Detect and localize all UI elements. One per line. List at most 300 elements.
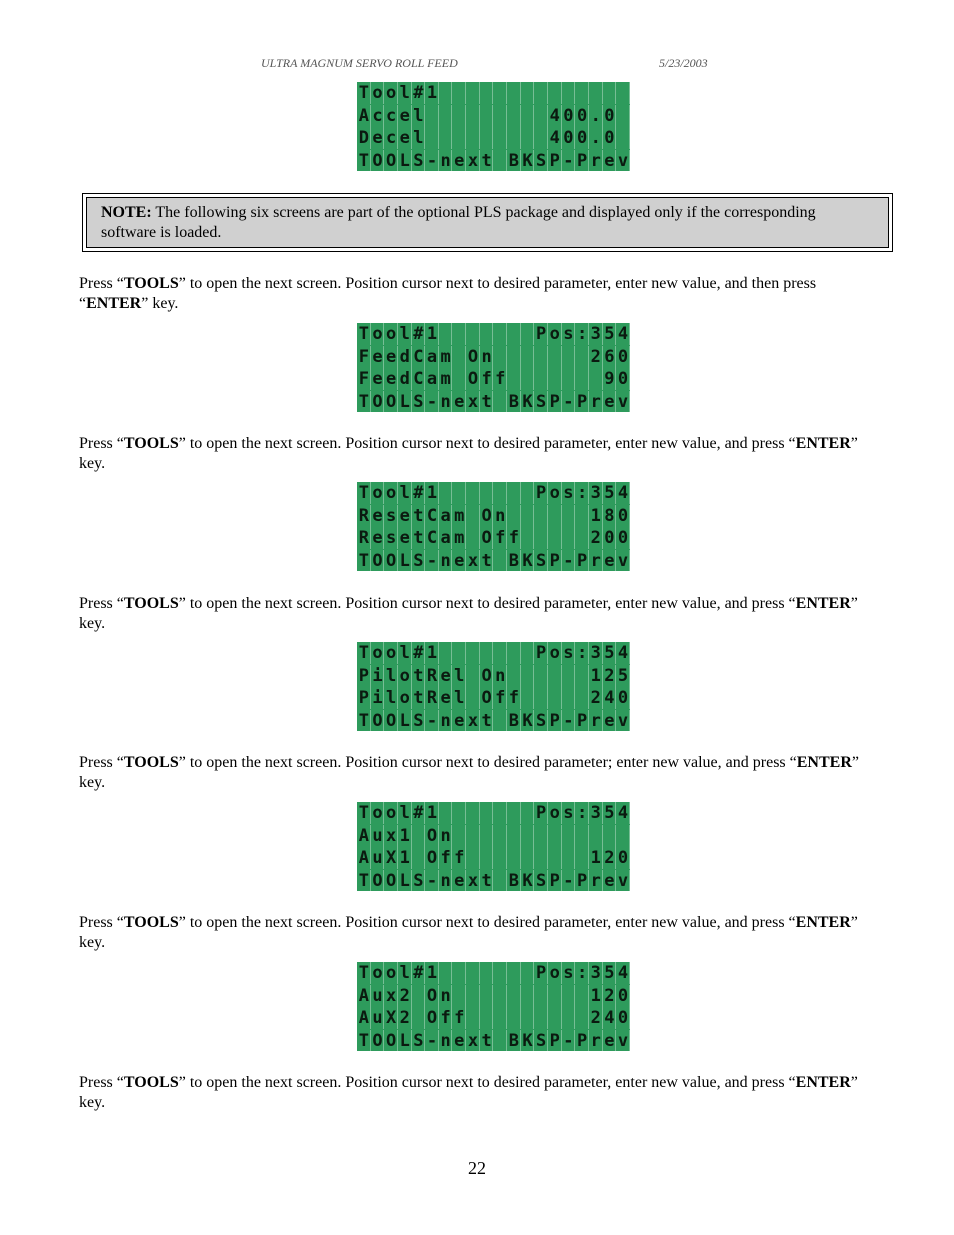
lcd-char bbox=[562, 505, 576, 527]
lcd-char: o bbox=[549, 803, 560, 823]
lcd-char bbox=[439, 82, 453, 104]
lcd-char bbox=[466, 105, 480, 127]
lcd-char: v bbox=[617, 150, 629, 171]
lcd-line bbox=[357, 687, 630, 709]
lcd-screen-aux1 bbox=[357, 802, 630, 891]
lcd-char bbox=[493, 962, 507, 984]
lcd-char bbox=[493, 127, 507, 149]
lcd-char: 2 bbox=[399, 1008, 410, 1028]
lcd-char bbox=[575, 847, 589, 869]
lcd-char bbox=[466, 527, 480, 549]
lcd-char: # bbox=[413, 803, 424, 823]
lcd-char bbox=[562, 527, 576, 549]
lcd-char: o bbox=[372, 643, 383, 663]
lcd-char: T bbox=[358, 870, 369, 891]
lcd-char: : bbox=[576, 324, 588, 344]
lcd-char: P bbox=[536, 324, 547, 344]
lcd-char: # bbox=[413, 483, 424, 503]
instruction-paragraph: Press “TOOLS” to open the next screen. Position cursor next to desired parameter, enter new value, and press “ENTER” key. bbox=[79, 1074, 858, 1111]
lcd-char: T bbox=[358, 1030, 369, 1051]
lcd-char bbox=[493, 482, 507, 504]
lcd-char: P bbox=[549, 550, 560, 571]
lcd-char: - bbox=[426, 550, 438, 571]
lcd-char: X bbox=[385, 1008, 397, 1028]
lcd-char: o bbox=[385, 83, 397, 103]
lcd-char bbox=[466, 127, 480, 149]
lcd-char bbox=[466, 323, 480, 345]
lcd-char bbox=[466, 482, 480, 504]
lcd-char: i bbox=[372, 665, 383, 686]
lcd-char: u bbox=[372, 848, 383, 868]
lcd-char bbox=[521, 962, 535, 984]
lcd-char: l bbox=[399, 83, 410, 103]
lcd-char: o bbox=[372, 83, 383, 103]
lcd-char: d bbox=[399, 369, 410, 389]
lcd-char: T bbox=[358, 483, 369, 503]
lcd-char bbox=[562, 687, 576, 709]
lcd-char bbox=[493, 150, 507, 172]
lcd-char: K bbox=[522, 870, 533, 891]
lcd-line bbox=[357, 665, 630, 687]
lcd-char: c bbox=[385, 105, 397, 126]
lcd-char: 2 bbox=[590, 528, 601, 548]
lcd-char: e bbox=[604, 391, 615, 412]
lcd-char bbox=[452, 105, 466, 127]
lcd-line bbox=[357, 505, 630, 527]
lcd-char bbox=[521, 985, 535, 1007]
note-text: The following six screens are part of the optional PLS package and displayed only if the corresponding software is loaded. bbox=[101, 204, 816, 241]
lcd-char: - bbox=[426, 870, 438, 891]
lcd-char bbox=[562, 847, 576, 869]
lcd-char bbox=[480, 985, 494, 1007]
lcd-char: l bbox=[454, 665, 465, 686]
lcd-char bbox=[412, 1007, 426, 1029]
lcd-char: : bbox=[576, 803, 588, 823]
lcd-char: a bbox=[440, 505, 451, 526]
lcd-char: u bbox=[372, 985, 383, 1006]
lcd-char: n bbox=[440, 1030, 451, 1051]
lcd-char bbox=[493, 802, 507, 824]
lcd-char: P bbox=[576, 1030, 588, 1051]
lcd-char bbox=[616, 825, 630, 847]
lcd-char: r bbox=[590, 710, 601, 731]
lcd-char: e bbox=[454, 391, 465, 412]
lcd-char: P bbox=[576, 391, 588, 412]
lcd-char bbox=[507, 346, 521, 368]
lcd-char: 0 bbox=[604, 528, 615, 548]
lcd-char: e bbox=[454, 870, 465, 891]
lcd-char bbox=[534, 1007, 548, 1029]
lcd-char bbox=[575, 1007, 589, 1029]
lcd-char: t bbox=[481, 150, 492, 171]
lcd-char: e bbox=[440, 688, 451, 708]
lcd-char: x bbox=[385, 985, 397, 1006]
lcd-char: P bbox=[576, 870, 588, 891]
lcd-char: f bbox=[454, 1008, 465, 1028]
lcd-char bbox=[466, 642, 480, 664]
lcd-char bbox=[507, 127, 521, 149]
lcd-char: t bbox=[413, 665, 424, 686]
lcd-char bbox=[575, 368, 589, 390]
lcd-char: S bbox=[413, 391, 424, 412]
lcd-char: S bbox=[413, 870, 424, 891]
lcd-char: R bbox=[358, 528, 369, 548]
lcd-char: n bbox=[481, 346, 492, 367]
lcd-char: l bbox=[454, 688, 465, 708]
lcd-char bbox=[548, 985, 562, 1007]
lcd-char: o bbox=[372, 483, 383, 503]
lcd-char: 4 bbox=[617, 803, 629, 823]
lcd-char: - bbox=[563, 870, 574, 891]
lcd-char bbox=[534, 105, 548, 127]
lcd-char bbox=[439, 323, 453, 345]
lcd-line bbox=[357, 346, 630, 368]
lcd-char: n bbox=[440, 710, 451, 731]
lcd-char bbox=[425, 105, 439, 127]
lcd-char: C bbox=[426, 528, 438, 548]
lcd-char: F bbox=[358, 346, 369, 367]
lcd-char: P bbox=[576, 550, 588, 571]
lcd-char bbox=[480, 802, 494, 824]
lcd-char: 0 bbox=[617, 346, 629, 367]
lcd-char: o bbox=[399, 665, 410, 686]
lcd-char: r bbox=[590, 391, 601, 412]
lcd-char: O bbox=[481, 505, 492, 526]
lcd-char: O bbox=[385, 1030, 397, 1051]
lcd-char bbox=[616, 127, 630, 149]
lcd-char bbox=[480, 962, 494, 984]
lcd-char: 4 bbox=[617, 324, 629, 344]
lcd-char: e bbox=[454, 710, 465, 731]
instruction-paragraph: Press “TOOLS” to open the next screen. Position cursor next to desired parameter, enter new value, and press “ENTER” key. bbox=[79, 595, 858, 632]
lcd-char bbox=[507, 368, 521, 390]
lcd-char: l bbox=[413, 105, 424, 126]
lcd-char: e bbox=[604, 1030, 615, 1051]
lcd-char bbox=[439, 962, 453, 984]
lcd-char bbox=[507, 962, 521, 984]
lcd-char: e bbox=[372, 346, 383, 367]
lcd-char bbox=[521, 127, 535, 149]
lcd-char: 1 bbox=[426, 803, 438, 823]
lcd-char: 0 bbox=[617, 848, 629, 868]
lcd-char bbox=[548, 665, 562, 687]
lcd-char: s bbox=[563, 963, 574, 983]
lcd-char bbox=[425, 127, 439, 149]
lcd-char: : bbox=[576, 643, 588, 663]
lcd-char: O bbox=[481, 528, 492, 548]
lcd-char bbox=[507, 985, 521, 1007]
lcd-char bbox=[507, 825, 521, 847]
lcd-char: B bbox=[508, 870, 519, 891]
lcd-char: r bbox=[590, 150, 601, 171]
lcd-char: B bbox=[508, 150, 519, 171]
instruction-paragraph: Press “TOOLS” to open the next screen. Position cursor next to desired parameter, enter new value, and then press “ENTER” key. bbox=[79, 275, 817, 312]
lcd-line bbox=[357, 642, 630, 664]
lcd-char: f bbox=[495, 369, 506, 389]
lcd-char bbox=[562, 346, 576, 368]
lcd-char bbox=[575, 687, 589, 709]
lcd-char: n bbox=[440, 550, 451, 571]
lcd-char bbox=[480, 482, 494, 504]
instruction-paragraph: Press “TOOLS” to open the next screen. Position cursor next to desired parameter, enter new value, and press “ENTER” key. bbox=[79, 435, 858, 472]
lcd-char: o bbox=[372, 324, 383, 344]
lcd-char: T bbox=[358, 803, 369, 823]
lcd-char: - bbox=[563, 550, 574, 571]
lcd-char: 3 bbox=[590, 803, 601, 823]
lcd-char bbox=[521, 368, 535, 390]
lcd-char: v bbox=[617, 870, 629, 891]
lcd-char bbox=[575, 82, 589, 104]
lcd-char: S bbox=[536, 391, 547, 412]
lcd-char: T bbox=[358, 710, 369, 731]
lcd-char bbox=[452, 985, 466, 1007]
lcd-char: P bbox=[576, 710, 588, 731]
lcd-char bbox=[507, 665, 521, 687]
lcd-char: v bbox=[617, 1030, 629, 1051]
lcd-char: 4 bbox=[604, 1008, 615, 1028]
lcd-char: R bbox=[358, 505, 369, 526]
lcd-line bbox=[357, 368, 630, 390]
lcd-char bbox=[603, 82, 617, 104]
lcd-char bbox=[493, 346, 507, 368]
lcd-char: 4 bbox=[617, 483, 629, 503]
lcd-char bbox=[493, 1007, 507, 1029]
lcd-char: x bbox=[467, 870, 479, 891]
lcd-char bbox=[507, 847, 521, 869]
lcd-char: x bbox=[467, 710, 479, 731]
lcd-char: s bbox=[385, 505, 397, 526]
lcd-char: P bbox=[576, 150, 588, 171]
lcd-char: m bbox=[440, 369, 451, 389]
lcd-char: 1 bbox=[590, 505, 601, 526]
lcd-char: o bbox=[399, 688, 410, 708]
lcd-char: O bbox=[481, 688, 492, 708]
lcd-char: t bbox=[413, 505, 424, 526]
lcd-char: S bbox=[536, 870, 547, 891]
lcd-char: e bbox=[454, 550, 465, 571]
header-date: 5/23/2003 bbox=[659, 56, 708, 70]
lcd-char: e bbox=[454, 150, 465, 171]
lcd-char: o bbox=[549, 963, 560, 983]
lcd-char bbox=[493, 1030, 507, 1052]
lcd-char: 2 bbox=[604, 848, 615, 868]
lcd-char: s bbox=[563, 803, 574, 823]
lcd-char bbox=[521, 527, 535, 549]
lcd-char: 0 bbox=[617, 505, 629, 526]
lcd-char bbox=[493, 323, 507, 345]
lcd-char: O bbox=[426, 848, 438, 868]
lcd-char: T bbox=[358, 963, 369, 983]
lcd-char: 0 bbox=[617, 688, 629, 708]
lcd-char: x bbox=[467, 550, 479, 571]
lcd-char: B bbox=[508, 710, 519, 731]
lcd-char: v bbox=[617, 550, 629, 571]
lcd-char bbox=[412, 825, 426, 847]
lcd-char bbox=[589, 82, 603, 104]
lcd-char bbox=[507, 802, 521, 824]
lcd-char bbox=[466, 962, 480, 984]
lcd-char: 4 bbox=[549, 128, 560, 148]
lcd-char: P bbox=[549, 1030, 560, 1051]
lcd-char: T bbox=[358, 550, 369, 571]
lcd-char bbox=[589, 825, 603, 847]
lcd-char: o bbox=[372, 963, 383, 983]
lcd-char: 3 bbox=[590, 324, 601, 344]
lcd-char bbox=[534, 847, 548, 869]
lcd-char: o bbox=[385, 963, 397, 983]
lcd-char: C bbox=[413, 369, 424, 389]
lcd-char: 1 bbox=[426, 483, 438, 503]
lcd-char: f bbox=[454, 848, 465, 868]
lcd-char: e bbox=[399, 505, 410, 526]
lcd-char bbox=[507, 482, 521, 504]
lcd-char: B bbox=[508, 550, 519, 571]
lcd-char bbox=[507, 642, 521, 664]
lcd-char bbox=[534, 527, 548, 549]
lcd-char: K bbox=[522, 550, 533, 571]
lcd-char: 8 bbox=[604, 505, 615, 526]
lcd-char: 1 bbox=[590, 848, 601, 868]
lcd-char: - bbox=[563, 150, 574, 171]
lcd-char: - bbox=[426, 391, 438, 412]
lcd-char bbox=[562, 368, 576, 390]
lcd-char bbox=[534, 346, 548, 368]
lcd-char bbox=[575, 505, 589, 527]
lcd-char bbox=[493, 710, 507, 732]
lcd-char: f bbox=[440, 848, 451, 868]
lcd-char: O bbox=[372, 1030, 383, 1051]
lcd-line bbox=[357, 825, 630, 847]
lcd-char bbox=[507, 1007, 521, 1029]
lcd-char bbox=[521, 665, 535, 687]
lcd-char bbox=[548, 687, 562, 709]
lcd-char: # bbox=[413, 643, 424, 663]
lcd-char: o bbox=[385, 643, 397, 663]
lcd-char: m bbox=[440, 346, 451, 367]
lcd-line bbox=[357, 527, 630, 549]
lcd-char: 2 bbox=[604, 985, 615, 1006]
lcd-char: 0 bbox=[576, 128, 588, 148]
lcd-char bbox=[452, 825, 466, 847]
lcd-char: e bbox=[372, 505, 383, 526]
lcd-char bbox=[452, 962, 466, 984]
lcd-char bbox=[534, 505, 548, 527]
lcd-char: D bbox=[358, 128, 369, 148]
lcd-char: t bbox=[481, 550, 492, 571]
lcd-char: S bbox=[536, 150, 547, 171]
lcd-char: a bbox=[440, 528, 451, 548]
lcd-char bbox=[521, 687, 535, 709]
lcd-char: 5 bbox=[604, 963, 615, 983]
lcd-char: 0 bbox=[563, 128, 574, 148]
lcd-char bbox=[466, 82, 480, 104]
lcd-char: e bbox=[604, 710, 615, 731]
lcd-char: O bbox=[426, 985, 438, 1006]
lcd-char: S bbox=[536, 710, 547, 731]
lcd-char bbox=[616, 82, 630, 104]
lcd-char bbox=[562, 985, 576, 1007]
lcd-char bbox=[466, 1007, 480, 1029]
lcd-char: # bbox=[413, 963, 424, 983]
lcd-char: s bbox=[563, 483, 574, 503]
lcd-char: - bbox=[426, 710, 438, 731]
lcd-char bbox=[521, 825, 535, 847]
lcd-char: # bbox=[413, 83, 424, 103]
lcd-char: O bbox=[385, 391, 397, 412]
lcd-char: C bbox=[413, 346, 424, 367]
lcd-char bbox=[439, 127, 453, 149]
lcd-char: 3 bbox=[590, 963, 601, 983]
lcd-char bbox=[466, 985, 480, 1007]
lcd-char: e bbox=[399, 528, 410, 548]
lcd-char: t bbox=[481, 710, 492, 731]
lcd-char: T bbox=[358, 391, 369, 412]
lcd-char: 3 bbox=[590, 483, 601, 503]
lcd-char: 2 bbox=[399, 985, 410, 1006]
lcd-char: O bbox=[426, 1008, 438, 1028]
lcd-char: K bbox=[522, 150, 533, 171]
lcd-char: T bbox=[358, 83, 369, 103]
lcd-char: O bbox=[385, 550, 397, 571]
lcd-char: S bbox=[413, 150, 424, 171]
lcd-char: n bbox=[440, 391, 451, 412]
lcd-char: S bbox=[536, 550, 547, 571]
lcd-char bbox=[493, 985, 507, 1007]
lcd-char: 0 bbox=[617, 1008, 629, 1028]
lcd-char bbox=[480, 82, 494, 104]
lcd-char: n bbox=[440, 825, 451, 846]
lcd-char bbox=[480, 105, 494, 127]
lcd-char bbox=[521, 847, 535, 869]
lcd-screen-accel-decel bbox=[357, 82, 630, 171]
lcd-char: d bbox=[399, 346, 410, 367]
lcd-char: P bbox=[358, 688, 369, 708]
lcd-char bbox=[616, 105, 630, 127]
lcd-char: O bbox=[385, 870, 397, 891]
lcd-char: e bbox=[372, 128, 383, 148]
lcd-char: P bbox=[549, 710, 560, 731]
lcd-char: l bbox=[385, 688, 397, 708]
lcd-char: P bbox=[358, 665, 369, 686]
page-number: 22 bbox=[468, 1158, 486, 1178]
lcd-char: x bbox=[385, 825, 397, 846]
lcd-char: 5 bbox=[604, 324, 615, 344]
lcd-char bbox=[521, 82, 535, 104]
lcd-char bbox=[521, 346, 535, 368]
lcd-char: n bbox=[495, 505, 506, 526]
lcd-char: 1 bbox=[590, 985, 601, 1006]
lcd-char bbox=[493, 550, 507, 572]
lcd-line bbox=[357, 482, 630, 504]
lcd-char bbox=[548, 82, 562, 104]
lcd-char bbox=[452, 482, 466, 504]
lcd-char: O bbox=[372, 150, 383, 171]
lcd-char bbox=[493, 391, 507, 413]
lcd-char: u bbox=[372, 1008, 383, 1028]
lcd-char bbox=[466, 505, 480, 527]
lcd-char: P bbox=[536, 803, 547, 823]
lcd-line bbox=[357, 985, 630, 1007]
lcd-char bbox=[466, 802, 480, 824]
lcd-char: n bbox=[440, 150, 451, 171]
lcd-char: t bbox=[413, 528, 424, 548]
lcd-char: K bbox=[522, 1030, 533, 1051]
lcd-char: e bbox=[372, 528, 383, 548]
lcd-char: 4 bbox=[549, 105, 560, 126]
lcd-char: 0 bbox=[617, 528, 629, 548]
lcd-char: F bbox=[358, 369, 369, 389]
lcd-char: x bbox=[467, 391, 479, 412]
